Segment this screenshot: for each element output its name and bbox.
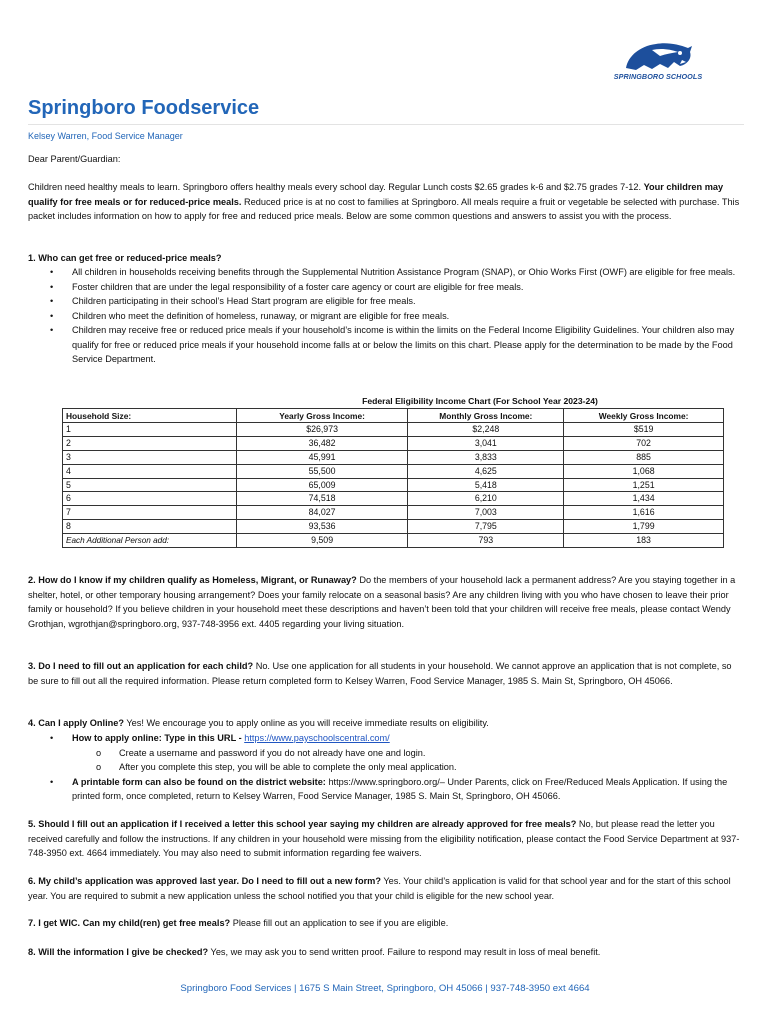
intro-text: Children need healthy meals to learn. Springboro offers healthy meals every school day. Regular Lunch costs $2.65 grades k-6 and $2.75 grades 7-12. — [28, 182, 642, 192]
intro-paragraph — [28, 180, 744, 224]
table-cell: 3,041 — [408, 436, 564, 450]
printable-label: A printable form can also be found on the district website: — [72, 776, 326, 787]
table-cell: 7,795 — [408, 520, 564, 534]
payschoolscentral-link[interactable]: https://www.payschoolscentral.com/ — [244, 733, 390, 743]
table-cell: 3,833 — [408, 450, 564, 464]
title-divider — [28, 124, 744, 125]
intro-bold: Your children may qualify for free meals or for reduced-price meals. — [28, 182, 724, 207]
table-cell: 1,799 — [564, 520, 724, 534]
list-item — [50, 731, 744, 775]
q1-heading: 1. Who can get free or reduced-price meals? — [28, 253, 222, 263]
springboro-schools-logo — [608, 38, 708, 86]
online-label: How to apply online: Type in this URL - — [72, 733, 242, 743]
list-item: • Children participating in their school’s Head Start program are eligible for free meals. — [50, 294, 744, 309]
table-title: Federal Eligibility Income Chart (For School Year 2023-24) — [362, 396, 598, 406]
list-item — [50, 775, 744, 804]
q7-text: Please fill out an application to see if you are eligible. — [232, 918, 449, 928]
table-cell: 84,027 — [236, 506, 408, 520]
q5-paragraph — [28, 817, 744, 861]
q1-bullets — [50, 265, 744, 367]
table-cell: 74,518 — [236, 492, 408, 506]
column-header: Monthly Gross Income: — [408, 409, 564, 423]
table-cell: 5 — [63, 478, 237, 492]
table-cell: 885 — [564, 450, 724, 464]
q8-heading: 8. Will the information I give be checked? — [28, 947, 209, 957]
table-cell: 3 — [63, 450, 237, 464]
q2-heading: 2. How do I know if my children qualify as Homeless, Migrant, or Runaway? — [28, 575, 357, 585]
table-row — [63, 423, 724, 437]
q6-heading: 6. My child’s application was approved last year. Do I need to fill out a new form? — [28, 876, 381, 886]
table-cell: 702 — [564, 436, 724, 450]
q7-paragraph — [28, 916, 744, 931]
online-steps — [96, 746, 744, 775]
column-header: Household Size: — [63, 409, 237, 423]
q4-paragraph — [28, 716, 744, 731]
logo-wordmark: SPRINGBORO SCHOOLS — [613, 72, 703, 81]
q3-paragraph — [28, 659, 744, 688]
q3-heading: 3. Do I need to fill out an application for each child? — [28, 661, 254, 671]
table-row — [63, 436, 724, 450]
q6-text: Yes. Your child’s application is valid for that school year and for the start of this school year. You are required to submit a new application unless the school notified you that your child is eligible for the new school year. — [28, 876, 731, 901]
table-cell: 36,482 — [236, 436, 408, 450]
list-item: • Children who meet the definition of homeless, runaway, or migrant are eligible for free meals. — [50, 309, 744, 324]
table-cell: $26,973 — [236, 423, 408, 437]
table-row — [63, 506, 724, 520]
table-cell: 1,616 — [564, 506, 724, 520]
q8-paragraph — [28, 945, 744, 960]
table-cell: 55,500 — [236, 464, 408, 478]
q4-bullets — [50, 731, 744, 804]
table-cell: 4 — [63, 464, 237, 478]
q4-heading: 4. Can I apply Online? — [28, 718, 124, 728]
panther-icon — [622, 38, 694, 72]
table-cell: 7 — [63, 506, 237, 520]
list-item: o After you complete this step, you will be able to complete the only meal application. — [96, 760, 744, 775]
table-row — [63, 520, 724, 534]
income-eligibility-table — [62, 408, 724, 548]
column-header: Weekly Gross Income: — [564, 409, 724, 423]
table-cell: 1,251 — [564, 478, 724, 492]
subtitle: Kelsey Warren, Food Service Manager — [28, 131, 183, 141]
table-cell: 4,625 — [408, 464, 564, 478]
table-cell: 45,991 — [236, 450, 408, 464]
table-row — [63, 450, 724, 464]
table-cell: 183 — [564, 534, 724, 548]
printable-text: https://www.springboro.org/– Under Parents, click on Free/Reduced Meals Application. If using the printed form, once completed, return to Kelsey Warren, Food Service Manager, 1985 S. Main St, Springboro, OH 45066. — [72, 776, 728, 801]
table-cell: 6,210 — [408, 492, 564, 506]
q3-text: No. Use one application for all students in your household. We cannot approve an application that is not complete, so be sure to fill out all the required information. Please return completed form to Kelsey Warren, Food Service Manager, 1985 S. Main St, Springboro, OH 45066. — [28, 661, 732, 686]
q5-text: No, but please read the letter you received carefully and follow the instructions. If any children in your household were missing from the eligibility notification, please contact the Food Service Department at 937-748-3950 ext. 4664 immediately. You may also need to submit information regarding fee waivers. — [28, 819, 740, 858]
table-cell: 6 — [63, 492, 237, 506]
page-footer: Springboro Food Services | 1675 S Main Street, Springboro, OH 45066 | 937-748-3950 ext 4664 — [180, 983, 590, 994]
table-cell: 8 — [63, 520, 237, 534]
table-row — [63, 478, 724, 492]
table-header-row — [63, 409, 724, 423]
table-cell: 1,068 — [564, 464, 724, 478]
intro-rest: Reduced price is at no cost to families at Springboro. All meals require a fruit or vegetable be selected with purchase. This packet includes information on how to apply for free and reduced price meals. Below are some common questions and answers to assist you with the process. — [28, 196, 740, 221]
q8-text: Yes, we may ask you to send written proof. Failure to respond may result in loss of meal benefit. — [210, 947, 601, 957]
list-item: • Children may receive free or reduced price meals if your household’s income is within the limits on the Federal Income Eligibility Guidelines. Your children also may qualify for free or reduced price meals if your household income falls at or below the limits on this chart. Please apply for the determination to be made by the Food Service Department. — [50, 323, 744, 367]
table-cell: Each Additional Person add: — [63, 534, 237, 548]
list-item: o Create a username and password if you do not already have one and login. — [96, 746, 744, 761]
table-cell: 2 — [63, 436, 237, 450]
q4-text: Yes! We encourage you to apply online as you will receive immediate results on eligibility. — [126, 718, 489, 728]
table-cell: 93,536 — [236, 520, 408, 534]
q5-heading: 5. Should I fill out an application if I received a letter this school year saying my children are already approved for free meals? — [28, 819, 577, 829]
table-row — [63, 492, 724, 506]
column-header: Yearly Gross Income: — [236, 409, 408, 423]
q2-paragraph — [28, 573, 744, 631]
q6-paragraph — [28, 874, 744, 903]
table-cell: 5,418 — [408, 478, 564, 492]
table-row — [63, 534, 724, 548]
list-item: • All children in households receiving benefits through the Supplemental Nutrition Assistance Program (SNAP), or Ohio Works First (OWF) are eligible for free meals. — [50, 265, 744, 280]
table-cell: 1 — [63, 423, 237, 437]
table-cell: $519 — [564, 423, 724, 437]
greeting: Dear Parent/Guardian: — [28, 154, 121, 164]
table-cell: 1,434 — [564, 492, 724, 506]
table-cell: $2,248 — [408, 423, 564, 437]
q7-heading: 7. I get WIC. Can my child(ren) get free meals? — [28, 918, 231, 928]
table-row — [63, 464, 724, 478]
q2-text: Do the members of your household lack a permanent address? Are you staying together in a shelter, hotel, or other temporary housing arrangement? Does your family relocate on a seasonal basis? Are any children living with you who have chosen to leave their prior family or household? If you believe children in your household meet these descriptions and haven’t been told that your children will receive free meals, please contact Wendy Grothjan, wgrothjan@springboro.org, 937-748-3956 ext. 4405 regarding your living situation. — [28, 575, 736, 629]
table-cell: 7,003 — [408, 506, 564, 520]
table-cell: 65,009 — [236, 478, 408, 492]
page-title: Springboro Foodservice — [28, 97, 260, 119]
table-cell: 793 — [408, 534, 564, 548]
table-cell: 9,509 — [236, 534, 408, 548]
list-item: • Foster children that are under the legal responsibility of a foster care agency or court are eligible for free meals. — [50, 280, 744, 295]
